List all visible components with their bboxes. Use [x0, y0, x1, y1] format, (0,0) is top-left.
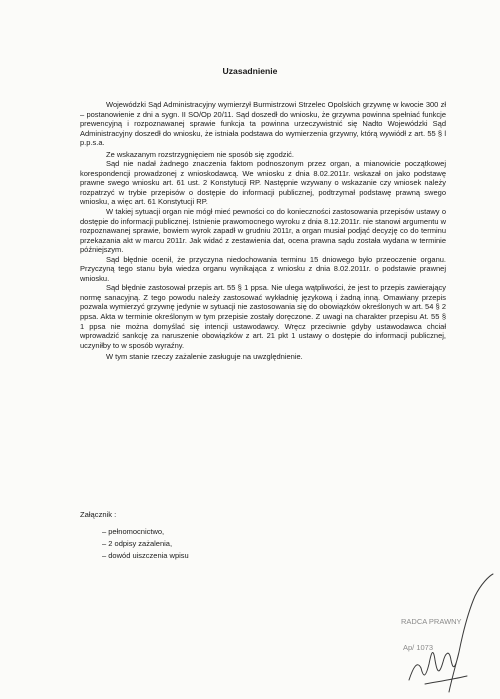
- paragraph: W tym stanie rzeczy zażalenie zasługuje na uwzględnienie.: [106, 352, 303, 362]
- paragraph: W takiej sytuacji organ nie mógł mieć pewności co do konieczności zastosowania przepisów ustawy o dostępie do informacji publicznej. Istnienie prawomocnego wyroku z dnia 8.12.2011r. nie stanowi argumentu w rozpoznawanej sprawie, bowiem wyrok zapadł w grudniu 2011r, a organ musiał podjąć decyzję co do terminu przekazania akt w marcu 2011r. Jak widać z zestawienia dat, ocena prawna sądu została wydana w terminie późniejszym.: [80, 207, 446, 255]
- stamp-line-1: RADCA PRAWNY: [401, 617, 462, 626]
- attachment-item: – dowód uiszczenia wpisu: [102, 550, 189, 562]
- stamp-line-2: Ap/ 1073: [403, 643, 434, 652]
- signature-stamp: [395, 572, 500, 699]
- paragraph: Sąd błędnie ocenił, że przyczyna niedochowania terminu 15 dniowego było przeoczenie organu. Przyczyną tego stanu była wiedza organu wynikająca z wniosku z dnia 8.02.2011r. o podstawie prawnej wniosku.: [80, 254, 446, 283]
- paragraph: Ze wskazanym rozstrzygnięciem nie sposób się zgodzić.: [106, 149, 294, 159]
- attachment-item: – 2 odpisy zażalenia,: [102, 538, 189, 550]
- attachments-list: [102, 526, 189, 563]
- paragraph: Sąd błędnie zastosował przepis art. 55 § 1 ppsa. Nie ulega wątpliwości, że jest to przepis zawierający normę sanacyjną. Z tego powodu należy zastosować wykładnię językową i żadną inną. Omawiany przepis pozwala wymierzyć grzywnę jedynie w sytuacji nie zastosowania się do obowiązków określonych w art. 54 § 2 ppsa. Akta w terminie określonym w tym przepisie zostały doręczone. Z uwagi na charakter przepisu At. 55 § 1 ppsa nie można domyślać się intencji ustawodawcy. Wręcz przeciwnie gdyby ustawodawca chciał wprowadzić sankcję za naruszenie obowiązków z art. 21 pkt 1 ustawy o dostępie do informacji publicznej, uczyniłby to w sposób wyraźny.: [80, 283, 446, 350]
- stamp-text: [401, 617, 462, 652]
- handwritten-signature: [409, 574, 493, 692]
- paragraph: Wojewódzki Sąd Administracyjny wymierzył Burmistrzowi Strzelec Opolskich grzywnę w kwocie 300 zł – postanowienie z dni a sygn. II SO/Op 20/11. Sąd doszedł do wniosku, że grzywna powinna spełniać funkcje prewencyjną i rozpoznawanej sprawie funkcja ta powinna urzeczywistnić się Nadto Wojewódzki Sąd Administracyjny doszedł do wniosku, że istniała podstawa do wymierzenia grzywny, którą wywiódł z art. 55 § l p.p.s.a.: [80, 100, 446, 148]
- attachment-item: – pełnomocnictwo,: [102, 526, 189, 538]
- document-title: Uzasadnienie: [222, 66, 278, 76]
- document-body: [80, 100, 446, 362]
- paragraph: Sąd nie nadał żadnego znaczenia faktom podnoszonym przez organ, a mianowicie początkowej korespondencji prowadzonej z wnioskodawcą. We wniosku z dnia 8.02.2011r. wskazał on jako podstawę prawne swego wniosku art. 61 ust. 2 Konstytucji RP. Następnie wzywany o wskazanie czy wniosek należy rozpatrzyć w trybie przepisów o dostępie do informacji publicznej, podtrzymał podstawę prawną swego wniosku, a więc art. 61 Konstytucji RP.: [80, 159, 446, 207]
- attachments-heading: Załącznik :: [80, 510, 117, 519]
